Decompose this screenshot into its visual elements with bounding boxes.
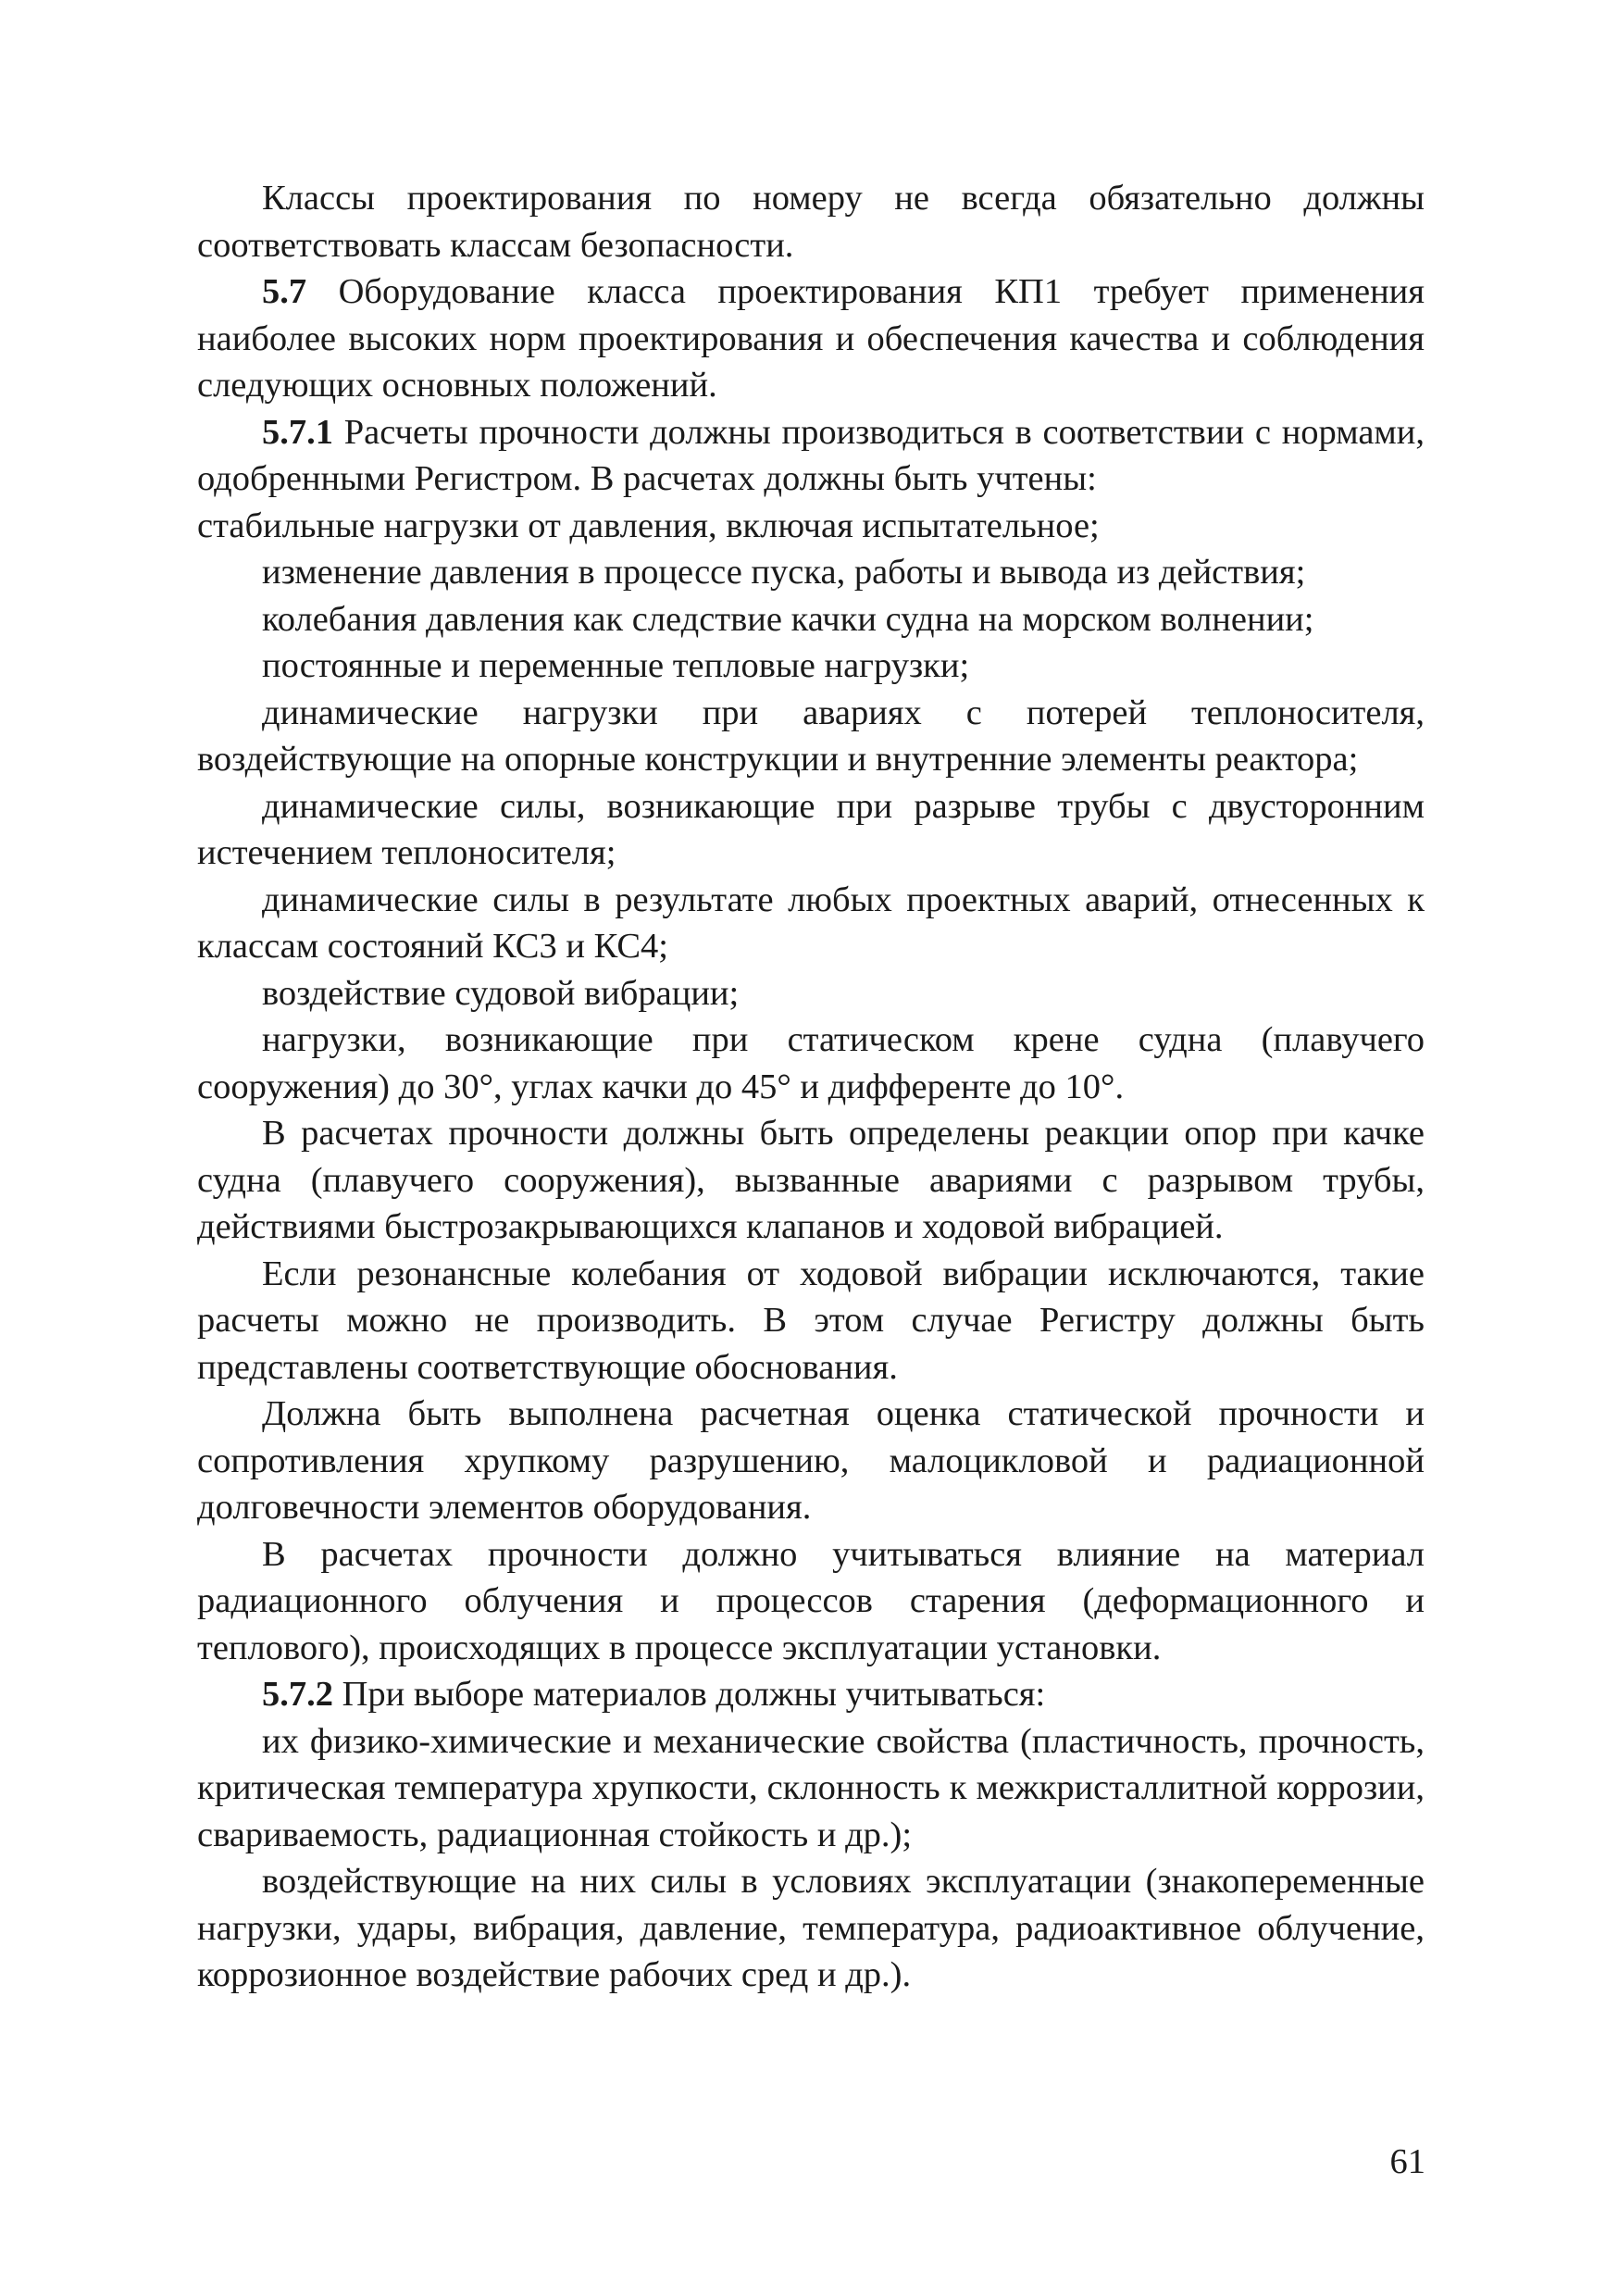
section-number: 5.7.1 (262, 412, 333, 452)
paragraph-text: При выборе материалов должны учитываться: (333, 1675, 1046, 1714)
paragraph-text: Расчеты прочности должны производиться в соответствии с нормами, одобренными Регистром. В расчетах должны быть учтены: (197, 412, 1425, 498)
paragraph-text: Должна быть выполнена расчетная оценка статической прочности и сопротивления хрупкому разрушению, малоцикловой и радиационной долговечности элементов оборудования. (197, 1394, 1425, 1527)
body-text (197, 175, 1425, 1999)
paragraph-design-classes (197, 175, 1425, 268)
paragraph-text: динамические силы, возникающие при разрыве трубы с двусторонним истечением теплоносителя; (197, 786, 1425, 872)
paragraph-5-7 (197, 268, 1425, 409)
list-item-operating-forces (197, 1858, 1425, 1999)
paragraph-5-7-1 (197, 409, 1425, 503)
paragraph-radiation-aging (197, 1531, 1425, 1672)
page-number: 61 (1389, 2142, 1425, 2181)
paragraph-resonance (197, 1251, 1425, 1391)
list-item-static-heel (197, 1017, 1425, 1110)
paragraph-text: динамические нагрузки при авариях с потерей теплоносителя, воздействующие на опорные конструкции и внутренние элементы реактора; (197, 693, 1425, 779)
list-item-pressure-oscillation (197, 596, 1425, 643)
list-item-ship-vibration (197, 970, 1425, 1017)
paragraph-text: В расчетах прочности должны быть определены реакции опор при качке судна (плавучего сооружения), вызванные авариями с разрывом трубы, действиями быстрозакрывающихся клапанов и ходовой вибрацией. (197, 1114, 1425, 1246)
paragraph-text: нагрузки, возникающие при статическом крене судна (плавучего сооружения) до 30°, углах качки до 45° и дифференте до 10°. (197, 1020, 1425, 1106)
section-number: 5.7 (262, 272, 307, 311)
paragraph-text: динамические силы в результате любых проектных аварий, отнесенных к классам состояний КС3 и КС4; (197, 880, 1425, 966)
paragraph-strength-assessment (197, 1391, 1425, 1531)
list-item-stable-loads (197, 503, 1425, 550)
section-number: 5.7.2 (262, 1675, 333, 1714)
paragraph-text: воздействующие на них силы в условиях эксплуатации (знакопеременные нагрузки, удары, вибрация, давление, температура, радиоактивное облучение, коррозионное воздействие рабочих сред и др.). (197, 1862, 1425, 1994)
list-item-pipe-rupture (197, 783, 1425, 877)
paragraph-text: изменение давления в процессе пуска, работы и вывода из действия; (262, 553, 1306, 592)
paragraph-text: стабильные нагрузки от давления, включая испытательное; (197, 505, 1100, 545)
paragraph-text: колебания давления как следствие качки судна на морском волнении; (262, 599, 1314, 639)
list-item-dynamic-loads-accident (197, 690, 1425, 783)
paragraph-text: воздействие судовой вибрации; (262, 973, 740, 1013)
paragraph-text: Оборудование класса проектирования КП1 требует применения наиболее высоких норм проектирования и обеспечения качества и соблюдения следующих основных положений. (197, 272, 1425, 405)
list-item-design-accidents (197, 877, 1425, 970)
paragraph-text: В расчетах прочности должно учитываться влияние на материал радиационного облучения и процессов старения (деформационного и теплового), происходящих в процессе эксплуатации установки. (197, 1534, 1425, 1667)
list-item-thermal-loads (197, 643, 1425, 690)
paragraph-text: Классы проектирования по номеру не всегда обязательно должны соответствовать классам безопасности. (197, 179, 1425, 265)
paragraph-text: постоянные и переменные тепловые нагрузки; (262, 646, 970, 685)
paragraph-5-7-2 (197, 1671, 1425, 1718)
list-item-material-properties (197, 1718, 1425, 1859)
paragraph-text: их физико-химические и механические свойства (пластичность, прочность, критическая температура хрупкости, склонность к межкристаллитной коррозии, свариваемость, радиационная стойкость и др.); (197, 1721, 1425, 1854)
list-item-pressure-change (197, 549, 1425, 596)
paragraph-support-reactions (197, 1110, 1425, 1251)
paragraph-text: Если резонансные колебания от ходовой вибрации исключаются, такие расчеты можно не производить. В этом случае Регистру должны быть представлены соответствующие обоснования. (197, 1254, 1425, 1387)
